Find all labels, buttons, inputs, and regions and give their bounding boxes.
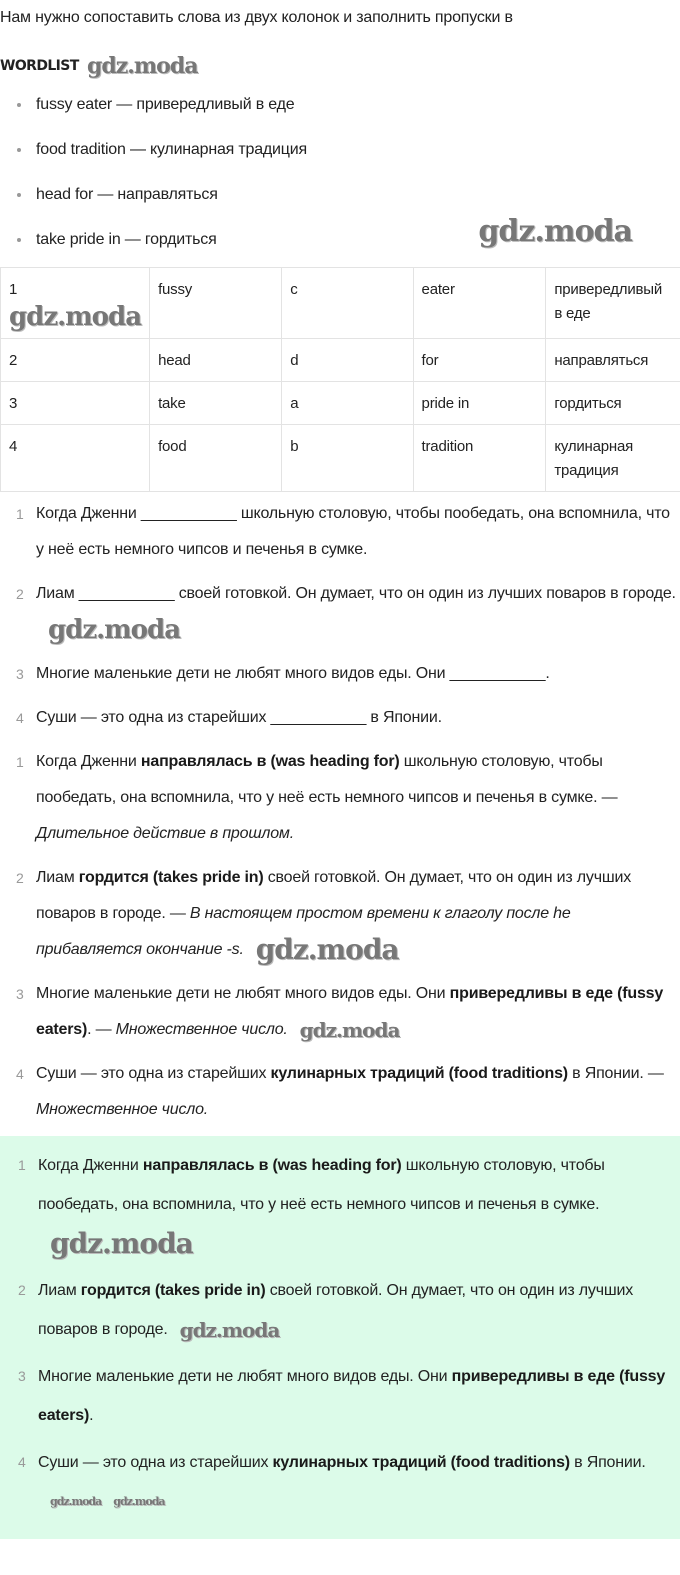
table-cell [1, 425, 150, 492]
item-text [38, 1282, 633, 1338]
vocab-text: food tradition — кулинарная традиция [36, 141, 307, 158]
item-number: 2 [18, 1271, 26, 1310]
watermark: gdz.moda [50, 1230, 193, 1258]
table-cell [282, 425, 413, 492]
item-text [38, 1157, 605, 1213]
vocab-text: take pride in — гордиться [36, 231, 217, 248]
watermark: gdz.moda [256, 936, 399, 964]
item-text [36, 585, 676, 602]
item-number: 4 [16, 1056, 24, 1092]
item-number: 1 [18, 1146, 26, 1185]
bold-answer: кулинарных традиций (food traditions) [273, 1454, 570, 1471]
cell-text: food [158, 438, 186, 455]
answer-list [0, 744, 680, 1128]
item-number: 3 [18, 1357, 26, 1396]
item-text [38, 1368, 665, 1424]
text-segment: . [89, 1407, 93, 1424]
cell-text: 4 [9, 438, 17, 455]
item-text [36, 1065, 664, 1118]
item-number: 3 [16, 976, 24, 1012]
item-number: 1 [16, 744, 24, 780]
text-segment: Многие маленькие дети не любят много видов еды. Они ___________. [36, 665, 550, 682]
text-segment: своей готовкой. Он думает, что он один из лучших поваров в городе. — [36, 869, 631, 922]
item-text [36, 505, 670, 558]
item-text [36, 709, 442, 726]
cell-text: take [158, 395, 186, 412]
exercise-list [0, 496, 680, 736]
final-answer-item [0, 1443, 680, 1521]
table-cell [413, 339, 546, 382]
table-cell [150, 425, 282, 492]
vocab-list [0, 94, 680, 267]
cell-text: d [290, 352, 298, 369]
table-row [1, 382, 680, 425]
item-number: 3 [16, 656, 24, 692]
cell-text: гордиться [554, 395, 621, 412]
bold-answer: направлялась в (was heading for) [143, 1157, 402, 1174]
bold-answer: направлялась в (was heading for) [141, 753, 400, 770]
final-answer-panel [0, 1136, 680, 1539]
table-cell [413, 268, 546, 339]
grammar-note: В настоящем простом времени к глаголу после he прибавляется окончание -s. [36, 905, 571, 958]
table-cell [150, 339, 282, 382]
cell-text: 3 [9, 395, 17, 412]
table-cell [413, 382, 546, 425]
text-segment: школьную столовую, чтобы пообедать, она вспомнила, что у неё есть немного чипсов и печенья в сумке. [38, 1157, 605, 1213]
matching-table [0, 267, 680, 492]
table-cell [546, 268, 680, 339]
answer-item [0, 744, 680, 852]
bold-answer: гордится (takes pride in) [79, 869, 264, 886]
table-row [1, 268, 680, 339]
bold-answer: кулинарных традиций (food traditions) [271, 1065, 568, 1082]
grammar-note: Множественное число. [116, 1021, 288, 1038]
watermark: gdz.moda [87, 55, 198, 77]
intro-text: Нам нужно сопоставить слова из двух колонок и заполнить пропуски в [0, 0, 680, 30]
text-segment: Лиам ___________ своей готовкой. Он думает, что он один из лучших поваров в городе. [36, 585, 676, 602]
item-number: 2 [16, 860, 24, 896]
final-answer-item [0, 1271, 680, 1349]
table-cell [282, 339, 413, 382]
cell-text: head [158, 352, 191, 369]
bold-answer: привередливы в еде [450, 985, 613, 1002]
table-row [1, 339, 680, 382]
watermark: gdz.moda [180, 1320, 280, 1340]
grammar-note: Длительное действие в прошлом. [36, 825, 294, 842]
text-segment: Когда Дженни ___________ школьную столовую, чтобы пообедать, она вспомнила, что у неё есть немного чипсов и печенья в сумке. [36, 505, 670, 558]
cell-text: 1 [9, 281, 17, 298]
item-text [38, 1454, 646, 1471]
cell-text: кулинарная традиция [554, 438, 633, 479]
table-cell [1, 382, 150, 425]
text-segment: Когда Дженни [38, 1157, 143, 1174]
cell-text: c [290, 281, 297, 298]
vocab-item [36, 139, 680, 184]
grammar-note: Множественное число. [36, 1101, 208, 1118]
item-number: 2 [16, 576, 24, 612]
vocab-item [36, 229, 680, 267]
item-text [36, 753, 617, 842]
text-segment: Когда Дженни [36, 753, 141, 770]
table-cell [1, 268, 150, 339]
table-cell [546, 339, 680, 382]
cell-text: tradition [422, 438, 474, 455]
watermark: gdz.moda [113, 1496, 164, 1507]
table-cell [282, 268, 413, 339]
cell-text: for [422, 352, 439, 369]
text-segment: Лиам [38, 1282, 81, 1299]
cell-text: привередливый в еде [554, 281, 662, 322]
watermark: gdz.moda [478, 217, 632, 247]
text-segment: Суши — это одна из старейших [36, 1065, 271, 1082]
vocab-item [36, 94, 680, 139]
item-number: 4 [16, 700, 24, 736]
wordlist-row [0, 52, 680, 86]
exercise-item [0, 496, 680, 568]
table-row [1, 425, 680, 492]
exercise-item [0, 656, 680, 692]
cell-text: eater [422, 281, 455, 298]
answer-item [0, 860, 680, 968]
text-segment: . — [87, 1021, 116, 1038]
watermark: gdz.moda [300, 1020, 400, 1040]
text-segment: Многие маленькие дети не любят много видов еды. Они [38, 1368, 452, 1385]
text-segment: в Японии. — [568, 1065, 664, 1082]
item-text [36, 665, 550, 682]
wordlist-heading: WORDLIST [0, 52, 79, 80]
cell-text: 2 [9, 352, 17, 369]
bold-answer: привередливы в еде (fussy eaters) [38, 1368, 665, 1424]
vocab-text: head for — направляться [36, 186, 218, 203]
cell-text: b [290, 438, 298, 455]
bold-answer: (fussy eaters) [36, 985, 663, 1038]
answer-item [0, 1056, 680, 1128]
item-number: 1 [16, 496, 24, 532]
watermark: gdz.moda [9, 304, 141, 330]
table-cell [1, 339, 150, 382]
text-segment: Суши — это одна из старейших ___________ в Японии. [36, 709, 442, 726]
bold-answer: гордится (takes pride in) [81, 1282, 266, 1299]
exercise-item [0, 700, 680, 736]
table-cell [150, 268, 282, 339]
answer-item [0, 976, 680, 1048]
watermark: gdz.moda [50, 1496, 101, 1507]
text-segment: в Японии. [570, 1454, 646, 1471]
exercise-item [0, 576, 680, 648]
cell-text: a [290, 395, 298, 412]
final-answer-item [0, 1146, 680, 1263]
vocab-text: fussy eater — привередливый в еде [36, 96, 294, 113]
text-segment: Многие маленькие дети не любят много видов еды. Они [36, 985, 450, 1002]
text-segment: школьную столовую, чтобы пообедать, она вспомнила, что у неё есть немного чипсов и печенья в сумке. — [36, 753, 617, 806]
table-cell [546, 425, 680, 492]
text-segment: своей готовкой. Он думает, что он один из лучших поваров в городе. [38, 1282, 633, 1338]
cell-text: pride in [422, 395, 470, 412]
cell-text: fussy [158, 281, 192, 298]
table-cell [282, 382, 413, 425]
watermark: gdz.moda [48, 617, 180, 643]
table-cell [546, 382, 680, 425]
text-segment: Лиам [36, 869, 79, 886]
cell-text: направляться [554, 352, 648, 369]
final-answer-item [0, 1357, 680, 1435]
table-cell [150, 382, 282, 425]
text-segment: Суши — это одна из старейших [38, 1454, 273, 1471]
item-number: 4 [18, 1443, 26, 1482]
table-cell [413, 425, 546, 492]
